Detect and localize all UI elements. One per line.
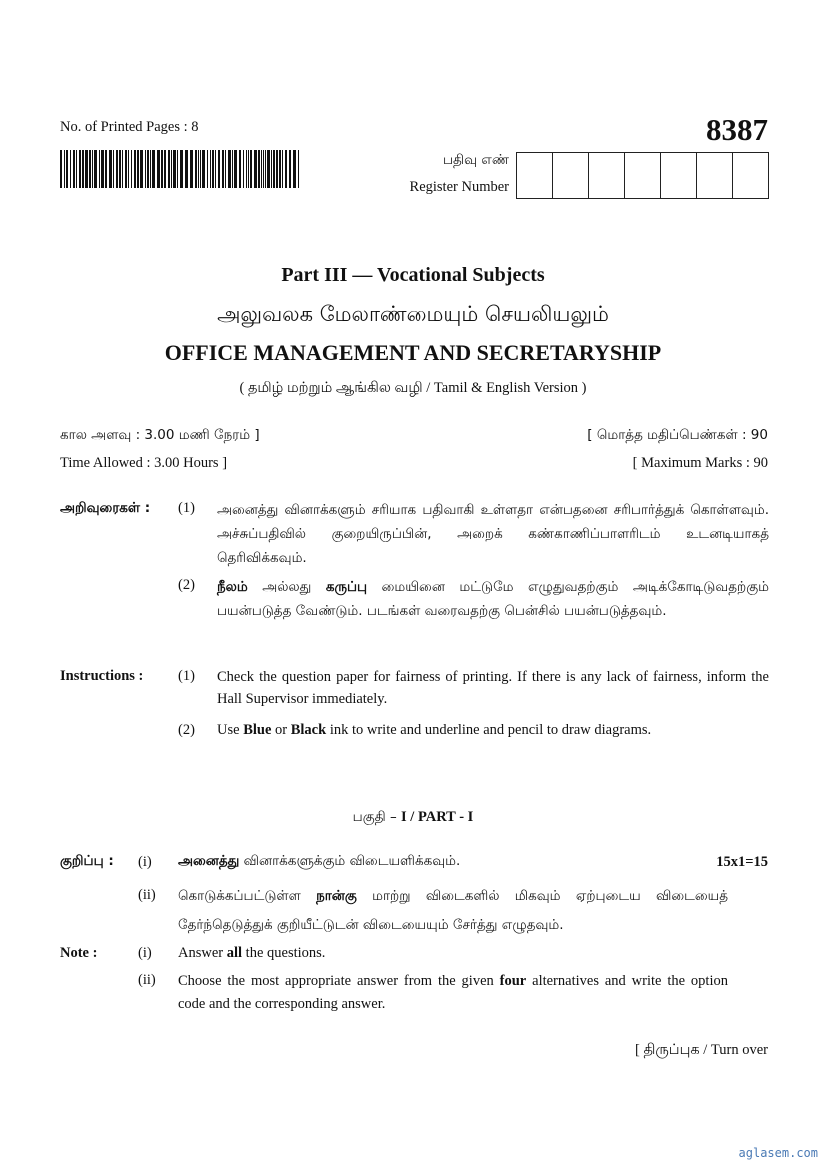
barcode-bar xyxy=(198,150,199,188)
barcode-bar xyxy=(122,150,123,188)
printed-pages: No. of Printed Pages : 8 xyxy=(60,119,199,135)
barcode-bar xyxy=(60,150,62,188)
barcode-bar xyxy=(202,150,205,188)
barcode-bar xyxy=(239,150,241,188)
barcode-bar xyxy=(207,150,208,188)
register-digit-box[interactable] xyxy=(661,153,697,199)
note-number: (ii) xyxy=(138,887,156,903)
subject-title-english: OFFICE MANAGEMENT AND SECRETARYSHIP xyxy=(164,340,662,365)
barcode-bar xyxy=(64,150,65,188)
register-digit-box[interactable] xyxy=(625,153,661,199)
barcode-bar xyxy=(89,150,91,188)
instruction-number: (1) xyxy=(178,668,195,684)
barcode-bar xyxy=(185,150,188,188)
barcode-bar xyxy=(243,150,244,188)
barcode-bar xyxy=(171,150,172,188)
register-label-tamil: பதிவு எண் xyxy=(442,152,509,168)
note-number: (i) xyxy=(138,854,152,870)
barcode xyxy=(60,150,300,188)
barcode-bar xyxy=(279,150,281,188)
barcode-bar xyxy=(222,150,224,188)
barcode-bar xyxy=(109,150,112,188)
version-label: ( தமிழ் மற்றும் ஆங்கில வழி / Tamil & English Version ) xyxy=(239,380,587,396)
max-marks-english: [ Maximum Marks : 90 xyxy=(632,455,768,471)
instruction-tamil-2: நீலம் அல்லது கருப்பு மையினை மட்டுமே எழுதுவதற்கும் அடிக்கோடிடுவதற்கும் பயன்படுத்த வேண்டும். படங்கள் வரைவதற்கு பென்சில் பயன்படுத்தவும். xyxy=(217,579,769,619)
part-one-marks: 15x1=15 xyxy=(716,854,768,870)
blue-word: Blue xyxy=(243,722,272,738)
max-marks-tamil: [ மொத்த மதிப்பெண்கள் : 90 xyxy=(587,427,768,443)
note-tamil-label: குறிப்பு : xyxy=(60,853,114,869)
black-word: Black xyxy=(290,722,327,738)
barcode-bar xyxy=(225,150,226,188)
barcode-bar xyxy=(131,150,132,188)
barcode-bar xyxy=(92,150,93,188)
note-english-1: Answer all the questions. xyxy=(178,945,326,961)
paper-code: 8387 xyxy=(706,112,768,147)
barcode-bar xyxy=(190,150,193,188)
barcode-bar xyxy=(113,150,114,188)
part-one-heading: பகுதி – I / PART - I xyxy=(352,809,474,825)
barcode-bar xyxy=(298,150,299,188)
barcode-bar xyxy=(258,150,260,188)
barcode-bar xyxy=(152,150,155,188)
barcode-bar xyxy=(254,150,257,188)
barcode-bar xyxy=(150,150,151,188)
barcode-bar xyxy=(134,150,136,188)
barcode-bar xyxy=(265,150,266,188)
instruction-english-1: Check the question paper for fairness of printing. If there is any lack of fairness, inform the Hall Supervisor immediately. xyxy=(217,669,769,707)
barcode-bar xyxy=(147,150,149,188)
barcode-bar xyxy=(173,150,176,188)
barcode-bar xyxy=(282,150,283,188)
barcode-bar xyxy=(94,150,97,188)
barcode-bar xyxy=(200,150,201,188)
register-digit-box[interactable] xyxy=(553,153,589,199)
barcode-bar xyxy=(273,150,275,188)
barcode-bar xyxy=(168,150,170,188)
barcode-bar xyxy=(195,150,197,188)
barcode-bar xyxy=(128,150,129,188)
barcode-bar xyxy=(137,150,139,188)
barcode-bar xyxy=(73,150,75,188)
instruction-english-2: Use Blue or Black ink to write and underline and pencil to draw diagrams. xyxy=(217,722,652,738)
register-digit-box[interactable] xyxy=(589,153,625,199)
barcode-bar xyxy=(250,150,252,188)
watermark: aglasem.com xyxy=(738,1146,818,1160)
barcode-bar xyxy=(85,150,88,188)
barcode-bar xyxy=(246,150,247,188)
barcode-bar xyxy=(66,150,68,188)
barcode-bar xyxy=(164,150,166,188)
barcode-bar xyxy=(79,150,81,188)
barcode-bar xyxy=(101,150,104,188)
barcode-bar xyxy=(161,150,163,188)
register-digit-box[interactable] xyxy=(733,153,769,199)
barcode-bar xyxy=(263,150,264,188)
barcode-bar xyxy=(271,150,272,188)
barcode-bar xyxy=(248,150,249,188)
barcode-bar xyxy=(276,150,278,188)
instructions-english-label: Instructions : xyxy=(60,668,144,684)
barcode-bar xyxy=(215,150,216,188)
instructions-tamil-label: அறிவுரைகள் : xyxy=(60,500,151,516)
barcode-bar xyxy=(234,150,237,188)
barcode-bar xyxy=(267,150,270,188)
barcode-bar xyxy=(125,150,127,188)
barcode-bar xyxy=(218,150,220,188)
register-number-boxes[interactable] xyxy=(516,152,769,199)
barcode-bar xyxy=(76,150,77,188)
barcode-bar xyxy=(289,150,291,188)
barcode-bar xyxy=(105,150,107,188)
barcode-bar xyxy=(82,150,84,188)
register-digit-box[interactable] xyxy=(697,153,733,199)
note-tamil-1: அனைத்து வினாக்களுக்கும் விடையளிக்கவும். xyxy=(178,853,461,869)
barcode-bar xyxy=(177,150,178,188)
barcode-bar xyxy=(70,150,71,188)
barcode-bar xyxy=(261,150,262,188)
note-number: (ii) xyxy=(138,972,156,988)
barcode-bar xyxy=(212,150,214,188)
barcode-bar xyxy=(140,150,143,188)
barcode-bar xyxy=(210,150,211,188)
blue-word-tamil: நீலம் xyxy=(217,579,248,595)
barcode-bar xyxy=(180,150,183,188)
instruction-number: (1) xyxy=(178,500,195,516)
note-english-label: Note : xyxy=(60,945,98,961)
barcode-bar xyxy=(99,150,100,188)
part-title: Part III — Vocational Subjects xyxy=(281,264,545,286)
barcode-bar xyxy=(145,150,146,188)
note-english-2: Choose the most appropriate answer from the given four alternatives and write the option code and the corresponding answer. xyxy=(178,973,728,1012)
instruction-tamil-1: அனைத்து வினாக்களும் சரியாக பதிவாகி உள்ளதா என்பதனை சரிபார்த்துக் கொள்ளவும். அச்சுப்பதிவில் குறையிருப்பின், அறைக் கண்காணிப்பாளரிடம் உடனடியாகத் தெரிவிக்கவும். xyxy=(217,502,769,566)
turn-over: [ திருப்புக / Turn over xyxy=(635,1042,768,1058)
black-word-tamil: கருப்பு xyxy=(325,579,368,595)
note-number: (i) xyxy=(138,945,152,961)
barcode-bar xyxy=(285,150,287,188)
register-digit-box[interactable] xyxy=(517,153,553,199)
time-allowed-english: Time Allowed : 3.00 Hours ] xyxy=(60,455,228,471)
instruction-number: (2) xyxy=(178,577,195,593)
barcode-bar xyxy=(228,150,231,188)
barcode-bar xyxy=(157,150,160,188)
subject-title-tamil: அலுவலக மேலாண்மையும் செயலியலும் xyxy=(217,302,609,326)
note-tamil-2: கொடுக்கப்பட்டுள்ள நான்கு மாற்று விடைகளில் மிகவும் ஏற்புடைய விடையைத் தேர்ந்தெடுத்துக் குறியீட்டுடன் விடையையும் சேர்த்து எழுதவும். xyxy=(178,888,729,933)
barcode-bar xyxy=(293,150,296,188)
barcode-bar xyxy=(232,150,233,188)
barcode-bar xyxy=(116,150,118,188)
barcode-bar xyxy=(119,150,121,188)
register-label-english: Register Number xyxy=(409,179,509,195)
instruction-number: (2) xyxy=(178,722,195,738)
time-allowed-tamil: கால அளவு : 3.00 மணி நேரம் ] xyxy=(60,427,260,443)
